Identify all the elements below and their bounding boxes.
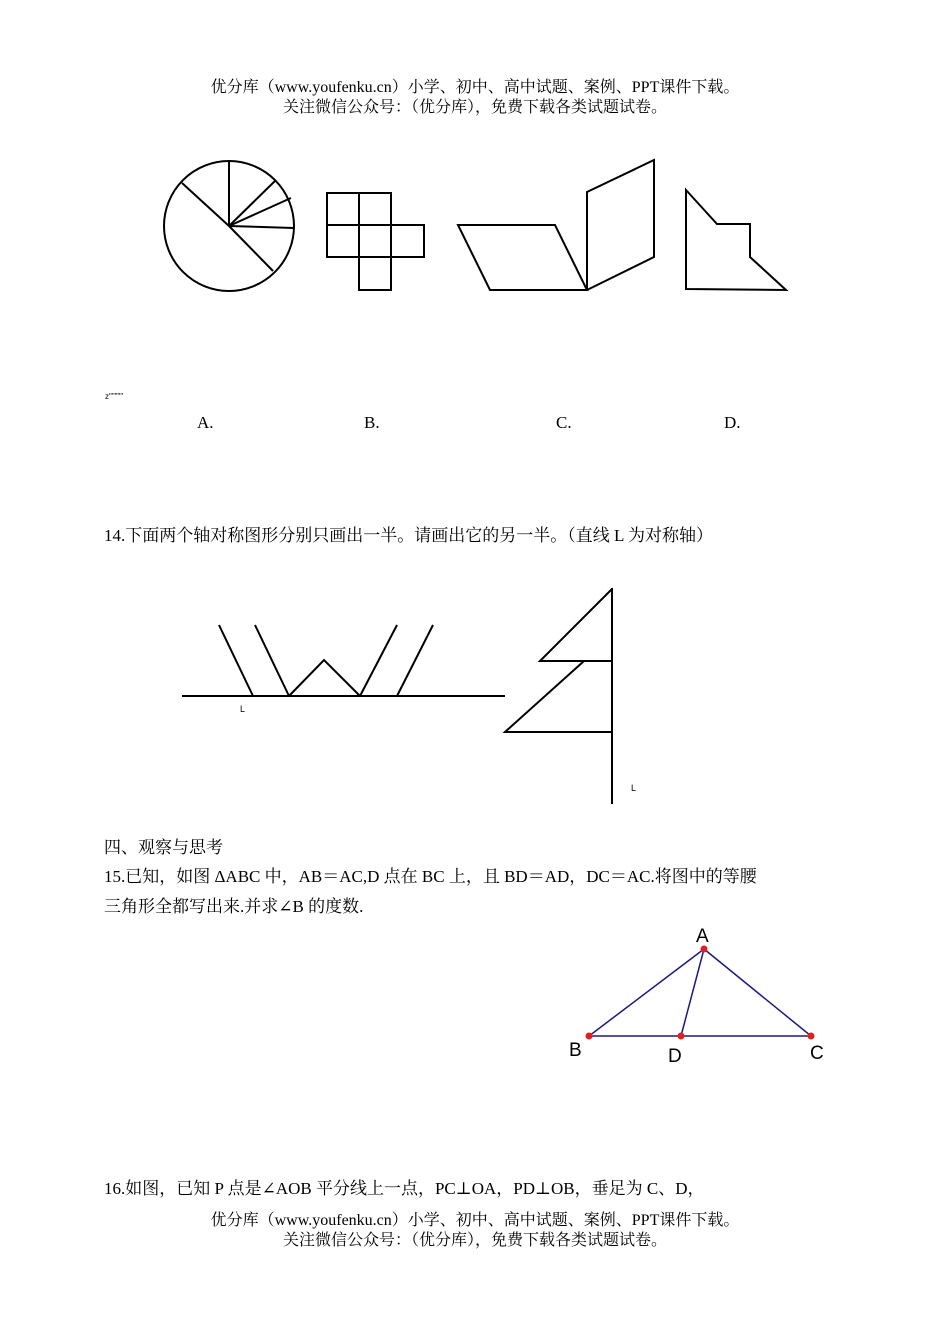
figure-b-net <box>327 193 424 290</box>
q15-triangle-figure <box>0 920 950 1070</box>
q15-line-2: 三角形全都写出来.并求∠B 的度数. <box>104 897 364 916</box>
point-c <box>808 1033 815 1040</box>
point-d <box>678 1033 685 1040</box>
footer-line-2: 关注微信公众号：（优分库），免费下载各类试题试卷。 <box>282 1232 667 1249</box>
q16-text: 16.如图，已知 P 点是∠AOB 平分线上一点，PC⊥OA，PD⊥OB，垂足为 C、D， <box>104 1179 705 1198</box>
figure-d-polygon <box>686 190 786 290</box>
section-title: 四、观察与思考 <box>104 838 223 857</box>
option-b-label: B. <box>364 413 380 432</box>
label-d: D <box>668 1046 682 1067</box>
q15-line-1: 15.已知，如图 ΔABC 中，AB＝AC,D 点在 BC 上，且 BD＝AD，DC＝AC.将图中的等腰 <box>104 867 757 886</box>
stray-mark: z""""" <box>105 392 124 401</box>
option-c-label: C. <box>556 413 572 432</box>
q14-tree-shape <box>505 588 612 804</box>
q14-text: 14.下面两个轴对称图形分别只画出一半。请画出它的另一半。（直线 L 为对称轴） <box>104 526 714 545</box>
label-a: A <box>696 926 709 947</box>
figure-a-circle <box>164 161 294 291</box>
option-a-label: A. <box>197 413 214 432</box>
q14-figures <box>0 580 950 810</box>
axis-label-2: L <box>631 783 637 793</box>
axis-label-1: L <box>240 704 246 714</box>
label-b: B <box>569 1040 582 1061</box>
header-line-2: 关注微信公众号：（优分库），免费下载各类试题试卷。 <box>282 99 667 116</box>
option-d-label: D. <box>724 413 741 432</box>
figure-c-parallelograms <box>458 160 654 290</box>
footer-line-1: 优分库（www.youfenku.cn）小学、初中、高中试题、案例、PPT课件下载。 <box>210 1212 740 1229</box>
header-line-1: 优分库（www.youfenku.cn）小学、初中、高中试题、案例、PPT课件下载。 <box>210 79 740 96</box>
segment-ac <box>704 949 811 1036</box>
segment-ad <box>681 949 704 1036</box>
point-b <box>586 1033 593 1040</box>
label-c: C <box>810 1043 824 1064</box>
q14-w-shape <box>182 625 505 696</box>
q13-figures <box>0 150 950 310</box>
segment-ab <box>589 949 704 1036</box>
